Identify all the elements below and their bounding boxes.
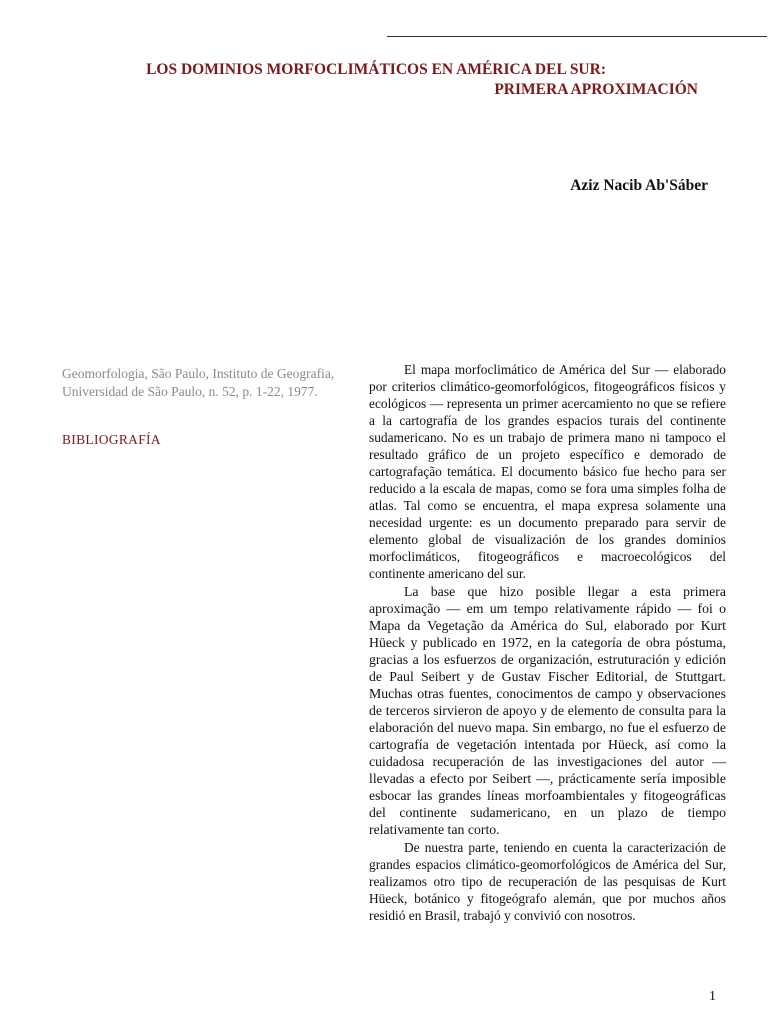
body-paragraph: De nuestra parte, teniendo en cuenta la caracterización de grandes espacios climático-geomorfológicos de América del Sur, realizamos otro tipo de recuperación de las pesquisas de Kurt Hüeck, botánico y fitogeógrafo alemán, que por muchos años residió en Brasil, trabajó y convivió con nosotros. [369, 840, 726, 923]
body-text [369, 361, 726, 925]
body-paragraph: La base que hizo posible llegar a esta primera aproximação — em um tempo relativamente rápido — foi o Mapa da Vegetação da América do Sul, elaborado por Kurt Hüeck y publicado en 1972, en la categoría de obra póstuma, gracias a los esfuerzos de organización, estruturación y edición de Paul Seibert y de Gustav Fischer Editorial, de Stuttgart. Muchas otras fuentes, conocimentos de campo y observaciones de terceros sirvieron de apoyo y de elemento de consulta para la elaboración del nuevo mapa. Sin embargo, no fue el esfuerzo de cartografía de vegetación intentada por Hüeck, así como la cuidadosa recuperación de las investigaciones del autor — llevadas a efecto por Seibert —, prácticamente sería imposible esbocar las grandes líneas morfoambientales y fitogeográficas del continente sudamericano, en un plazo de tiempo relativamente tan corto. [369, 584, 726, 837]
bibliography-heading: BIBLIOGRAFÍA [62, 432, 161, 447]
title-line-2: PRIMERA APROXIMACIÓN [494, 81, 698, 98]
title-line-1: LOS DOMINIOS MORFOCLIMÁTICOS EN AMÉRICA DEL SUR: [146, 61, 606, 78]
page-number: 1 [709, 989, 716, 1004]
author-name: Aziz Nacib Ab'Sáber [570, 177, 708, 194]
document-title [58, 60, 698, 100]
citation: Geomorfologia, São Paulo, Instituto de Geografia, Universidad de São Paulo, n. 52, p. 1-22, 1977. [62, 366, 335, 399]
top-rule [387, 36, 767, 37]
body-paragraph: El mapa morfoclimático de América del Sur — elaborado por criterios climático-geomorfológicos, fitogeográficos físicos y ecológicos — representa un primer acercamiento no que se refiere a la cartografía de los grandes espacios turais del continente sudamericano. No es un trabajo de primera mano ni tampoco el resultado gráfico de un projeto específico e demorado de cartografação temática. El documento básico fue hecho para ser reducido a la escala de mapas, como se fora uma simples folha de atlas. Tal como se encuentra, el mapa expresa solamente una necesidad urgente: es un documento preparado para servir de elemento global de visualización de los grandes dominios morfoclimáticos, fitogeográficos e macroecológicos del continente americano del sur. [369, 362, 726, 581]
